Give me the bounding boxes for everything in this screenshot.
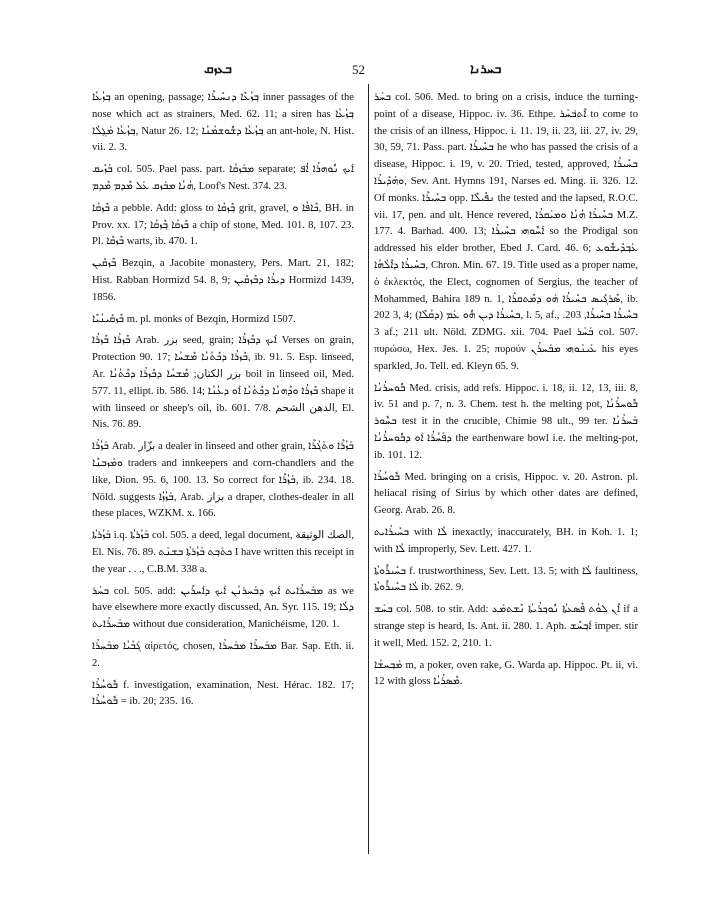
right-column <box>374 90 638 696</box>
page-number: 52 <box>352 62 365 77</box>
entry: ܒ݂ܙܳܥܳܐ an opening, passage; ܒ݂ܙܳܥܶܐ ܕܢܚܺܝܪܶܐ inner passages of the nose which act as strainers, Med. 62. 11; a siren has ܒ݂ܙܳܥܳܐ ܒ݂ܙܳܥܳܐ ܡܰܓ̣ܠܳܐ, Natur 26. 12; ܒ݂ܙܳܥܳܐ ܕܫܽܘܫܡܳܢܳܐ an ant-hole, N. Hist. vii. 2. 3. <box>92 92 354 154</box>
entry: ܒܶܙܩܳܐ a pebble. Add: gloss to ܒ݂ܶܙܩܳܐ grit, gravel, ܟܶܐܦܳܐ ܘ, BH. in Prov. xx. 17; ܒܶܙܩܳܐ ܒ݂ܶܙܩܳܐ a chip of stone, Med. 101. 8, 107. 23. Pl. ܒܶܙܩܶܐ warts, ib. 470. 1. <box>92 202 354 248</box>
entry: ܒܚܰܪ col. 505. add: ܡܒܰܚܪܳܐܝܬ ܐܰܝܟ ܕܒܰܚܪܢܳܢ ܐܰܝܟ ܕܐܰܚܪܺܝܢ as we have elsewhere more exactly discussed, An. Syr. 115. 19; ܕܠܳܐ ܡܒܰܚܪܳܐܝܬ without due consideration, Manichéisme, 120. 1. <box>92 585 354 631</box>
column-divider <box>368 84 369 854</box>
entry: ܒܽܘܚܳܪܳܐ f. investigation, examination, Nest. Hérac. 182. 17; ܒܽܘܚܳܪܳܐ = ib. 20; 235. 16. <box>92 679 354 708</box>
left-column <box>92 90 354 716</box>
entry: ܒܰܙܳܪܬܳܐ i.q. ܒܰܙܳܪܬܳܐ col. 505. a deed, legal document, الصك الوثيقة, El. Nis. 76. 89. ܟܬܰܒ݂ܬ ܒܰܙܳܪܬܳܐ ܒܫܢܰܬ I have written this receipt in the year . . ., C.B.M. 338 a. <box>92 530 354 575</box>
entry: ܒܚܺܝܪܳܐܝܬ with ܠܳܐ inexactly, inaccurately, BH. in Koh. 1. 1; with ܠܳܐ improperly, Sev. Lett. 427. 1. <box>374 526 638 555</box>
entry: ܒܚܰܫ col. 508. to stir. Add: ܐܶܢ ܠܘܳܬ ܦܶܣܥܬܳܐ ܢܽܘܟ݂ܪܳܝܬܳܐ ܢܶܫܬܡܰܥ if a strange step is heard, Is. Ant. ii. 280. 1. Aph. ܐܰܒ݂ܚܶܫ imper. stir it well, Med. 152. 2, 210. 1. <box>374 604 639 649</box>
entry: ܒܰܙܺܝܩ col. 505. Pael pass. part. ܡܒܰܙܩܳܐ separate; ܐܰܝܟ ܢܽܘܗܪܳܐ ܐܳܦ ܗܳܢܳܐ ܡܒܰܙܩ ܥܰܠ ܡܶܕܡ ܡܶܕܡ, Loof's Nest. 374. 23. <box>92 164 354 192</box>
entry: ܒܰܙܳܪܳܐ Arab. بزّار a dealer in linseed and other grain, ܒܰܙܳܪܶܐ ܘܬܰܓܳܪܶܐ ܘܡܰܙܒܢܶܐ traders and innkeepers and corn-chandlers and the like, Dion. 95. 6, 100. 13. So correct for ܒܰܙܳܪܶܐ, ib. 234. 18. Nöld. suggests ܒܰܙܳܙܳܐ, Arab. بزاز a draper, clothes-dealer in all these places, WZKM. x. 166. <box>92 441 355 520</box>
entry: ܒܽܘܚܳܪܳܐ Med. bringing on a crisis, Hippoc. v. 20. Astron. pl. heliacal rising of Sirius by which other dates are defined, Georg. Arab. 26. 8. <box>374 471 638 517</box>
running-head-right: ܒܚܪܢܐ <box>470 62 502 77</box>
entry: ܒܚܰܪ col. 506. Med. to bring on a crisis, induce the turning-point of a disease, Hippoc. iv. 36. Ethpe. ܐܶܬܒ݁ܚܰܪ to come to the crisis of an illness, Hippoc. i. 11. 19, ii. 23, iii. 27, iv. 29, 30, 59, 71. Pass. part. ܒܚܺܝܪܳܐ he who has passed the crisis of a disease, Hippoc. i. 19, v. 20. Tried, tested, approved, ܒܚܺܝܪܳܐ ܘܗܰܕܺܝܪܳܐ, Sev. Ant. Hymns 191, Narses ed. Ming. ii. 326. 12. Of monks. ܒܚܺܝܪܶܐ opp. ܢܦܺܝܠܶܐ the tested and the lapsed, R.O.C. vii. 17, pen. and ult. Hence revered, ܒܚܺܝܪܳܐ ܗܳܢܳܐ ܘܡܝܰܩܪܳܐ M.Z. 177. 4. Barhad. 400. 13; ܐܰܚܽܘܗܝ ܒܚܺܝܪܳܐ so the Prodigal son addressed his elder brother, Ebed J. Card. 46. 6; ܥܰܒ݂ܕܺܝܫܽܘܥ ܒܚܺܝܪܳܐ ܕܐܶܠܳܗܳܐ, Chron. Min. 67. 19. Title used as a proper name, ὁ ἐκλεκτός, the Elect, cognomen of Sergius, the teacher of Mohammed, Bahira 189 n. 1, ܣܶܪܓܺܝܣ ܒܚܺܝܪܳܐ ܗܰܘ ܕܡܶܬܩܪܶܐ, ib. 202 3, 4; ܒܚܺܝܪܳܐ ܕܝܢ ܗܽܘ ܥܰܡ (ܕܩܳܠܶܐ), l. 5, af., ܒܚܺܝܪܳܐ ܒܚܺܝܪܳܐ, 203. 3 af.; 211 ult. Nöld. ZDMG. xii. 704. Pael ܒܰܚܰܪ col. 507. πυρώσω, Hex. Jes. 1. 25; πυρούν ܥܰܝܢܰܘܗܝ ܡܒܰܚܪܳܢ his eyes sparkled, Jo. Tell. ed. Kleyn 65. 9. <box>374 92 639 372</box>
entry: ܡܰܒ݂ܚܫܳܐ m, a poker, oven rake, G. Warda ap. Hippoc. Pt. ii, vi. 12 with gloss ܡܶܣܪܳܝܳܐ. <box>374 659 638 688</box>
entry: ܒܶܙܩܺܝܢܳܝܶܐ m. pl. monks of Bezqin, Hormizd 1507. <box>92 313 296 325</box>
entry: ܒܽܘܚܪܳܢܳܐ Med. crisis, add refs. Hippoc. i. 18, ii. 12, 13, iii. 8, iv. 51 and p. 7, n. 3. Chem. test h. the melting pot, ܒܽܘܚܪܳܢܳܐ ܒܚܽܘܪ test it in the crucible, Chimie 98 ult., 99 ter. ܒܰܚܪܳܢܳܐ ܕܦܰܚܳܪܳܐ ܐܰܘ ܕܒܽܘܚܪܳܢܳܐ the earthenware bowl i.e. the melting-pot, ib. 101. 12. <box>374 382 638 461</box>
entry: ܒܚܺܝܪܽܘܬܳܐ f. trustworthiness, Sev. Lett. 13. 5; with ܠܳܐ faultiness, ܠܳܐ ܒܚܺܝܪܽܘܬܳܐ ib. 262. 9. <box>374 565 638 594</box>
entry: ܒܶܙܪܳܐ ܒܶܙܪܳܐ Arab. بزر seed, grain; ܐܰܝܟ ܕܒܶܙܪܳܐ Verses on grain, Protection 90. 17; ܒܶܙܪܳܐ ܕܟܶܬܳܢܳܐ ܡܶܫܚܳܐ, ib. 91. 5. Esp. linseed, Ar. بزر الكتان; ܡܶܫܚܳܐ ܕܒܶܙܪܳܐ ܕܟܶܬܳܢܳܐ boil in linseed oil, Med. 577. 11, ellipt. ib. 586. 14; ܒܶܙܪܳܐ ܘܕܶܗܢܳܐ ܕܟܶܬܳܢܳܐ ܐܰܘ ܕܥܳܢܳܐ shape it with linseed or sheep's oil, ib. 601. 7/8. الدهن الشحم, El. Nis. 76. 89. <box>92 335 355 431</box>
entry: ܒܶܙܩܺܝܢ Bezqin, a Jacobite monastery, Pers. Mart. 21, 182; Hist. Rabban Hormizd 54. 8, 9; ܕܝܪܳܐ ܕܒܶܙܩܺܝܢ Hormizd 1439, 1856. <box>92 258 354 303</box>
running-head-left: ܒܥܙܩ <box>204 62 232 77</box>
entry: ܓܰܒܳܝܳܐ ܡܒܰܚܪܳܐ αἱρετός, chosen, ܡܒܰܚܪܳܐ ܡܒܰܚܪܳܐ Bar. Sap. Eth. ii. 2. <box>92 640 354 669</box>
